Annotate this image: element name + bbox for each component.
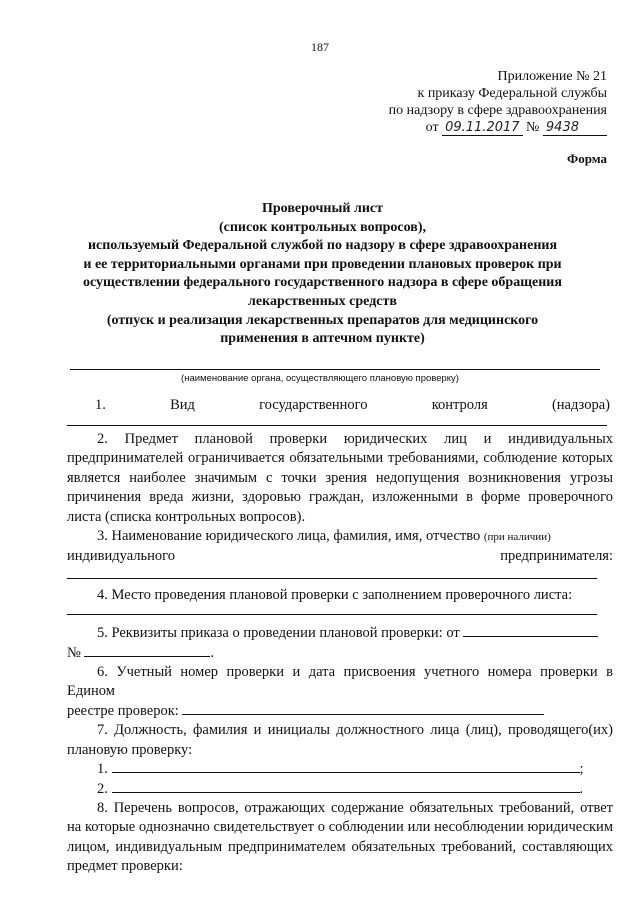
item-8: 8. Перечень вопросов, отражающих содержание обязательных требований, ответ на которые однозначно свидетельствует о соблюдении или несоблюдении юридическим лицом, индивидуальным предпринимателем обязательных требований, составляющих предмет проверки: — [67, 799, 613, 875]
item-3-cont — [67, 547, 613, 566]
item-3-word: индивидуального — [67, 548, 175, 565]
item-6: 6. Учетный номер проверки и дата присвоения учетного номера проверки в Едином — [67, 664, 613, 700]
item-5-dot: . — [210, 644, 215, 661]
item-5-number-label: № — [67, 644, 81, 661]
title-line: используемый Федеральной службой по надзору в сфере здравоохранения — [87, 238, 558, 254]
title-line: (список контрольных вопросов), — [218, 219, 427, 235]
agency-name-caption: (наименование органа, осуществляющего плановую проверку) — [181, 373, 459, 384]
date-prefix: от — [425, 120, 439, 135]
item-1-number: 1. — [95, 397, 106, 413]
item-7: 7. Должность, фамилия и инициалы должностного лица (лиц), проводящего(их) плановую проверку: — [67, 722, 613, 758]
item-7-line-2 — [67, 780, 613, 799]
item-7-line-1 — [67, 760, 613, 779]
item-2: 2. Предмет плановой проверки юридических лиц и индивидуальных предпринимателей ограничивается обязательными требованиями, соблюдение которых является наиболее значимым с точки зрения недопущения возникновения угрозы причинения вреда жизни, здоровью граждан, изложенными в форме проверочного листа (списка контрольных вопросов). — [67, 431, 613, 525]
item-7-2-blank — [112, 780, 580, 793]
item-3-word: предпринимателя: — [500, 548, 613, 565]
title-line: лекарственных средств — [248, 293, 397, 309]
item-7-1-label: 1. — [97, 761, 108, 778]
item-1-row — [95, 397, 610, 414]
item-6-cont — [67, 702, 613, 721]
title-line: применения в аптечном пункте) — [220, 331, 425, 347]
title-line: осуществлении федерального государственного надзора в сфере обращения — [83, 275, 562, 291]
title-line: Проверочный лист — [262, 201, 383, 216]
item-7-2-end: . — [579, 780, 584, 797]
title-line: (отпуск и реализация лекарственных препаратов для медицинского — [106, 312, 539, 328]
appendix-agency-line: по надзору в сфере здравоохранения — [388, 103, 607, 118]
item-5-number-line — [67, 644, 613, 663]
item-1-word: государственного — [259, 397, 368, 413]
item-4-fill-line — [67, 614, 597, 615]
item-7-1-blank — [112, 760, 580, 773]
item-5 — [67, 624, 613, 643]
item-1-word: (надзора) — [551, 397, 610, 413]
item-7-1-end: ; — [579, 761, 584, 778]
item-6-blank — [182, 702, 544, 715]
item-3-fill-line — [67, 578, 597, 579]
appendix-date-line — [389, 119, 607, 136]
item-5-text: 5. Реквизиты приказа о проведении плановой проверки: от — [97, 625, 460, 642]
page-number: 187 — [311, 40, 329, 54]
title-line: и ее территориальными органами при проведении плановых проверок при — [83, 256, 562, 272]
handwritten-number: 9438 — [543, 120, 607, 136]
item-1-word: Вид — [170, 397, 195, 413]
form-label: Форма — [567, 151, 607, 166]
item-3-note: (при наличии) — [483, 531, 551, 544]
item-3 — [67, 527, 613, 547]
number-prefix: № — [526, 120, 540, 135]
item-3-text: 3. Наименование юридического лица, фамилия, имя, отчество — [97, 528, 481, 545]
appendix-header — [389, 68, 607, 136]
item-3-fill — [67, 567, 613, 586]
handwritten-date: 09.11.2017 — [442, 120, 522, 136]
appendix-order-line: к приказу Федеральной службы — [417, 86, 607, 101]
agency-name-line — [70, 369, 600, 370]
appendix-title: Приложение № 21 — [497, 69, 607, 84]
item-1-word: контроля — [431, 397, 488, 413]
document-title — [60, 200, 585, 349]
item-5-number-blank — [84, 644, 210, 657]
document-body — [67, 430, 613, 877]
item-6-text: реестре проверок: — [67, 702, 179, 719]
item-4-fill — [67, 605, 613, 624]
item-5-date-blank — [463, 624, 598, 637]
item-4: 4. Место проведения плановой проверки с заполнением проверочного листа: — [97, 586, 573, 603]
item-7-2-label: 2. — [97, 780, 108, 797]
item-1-fill-line — [67, 425, 607, 426]
